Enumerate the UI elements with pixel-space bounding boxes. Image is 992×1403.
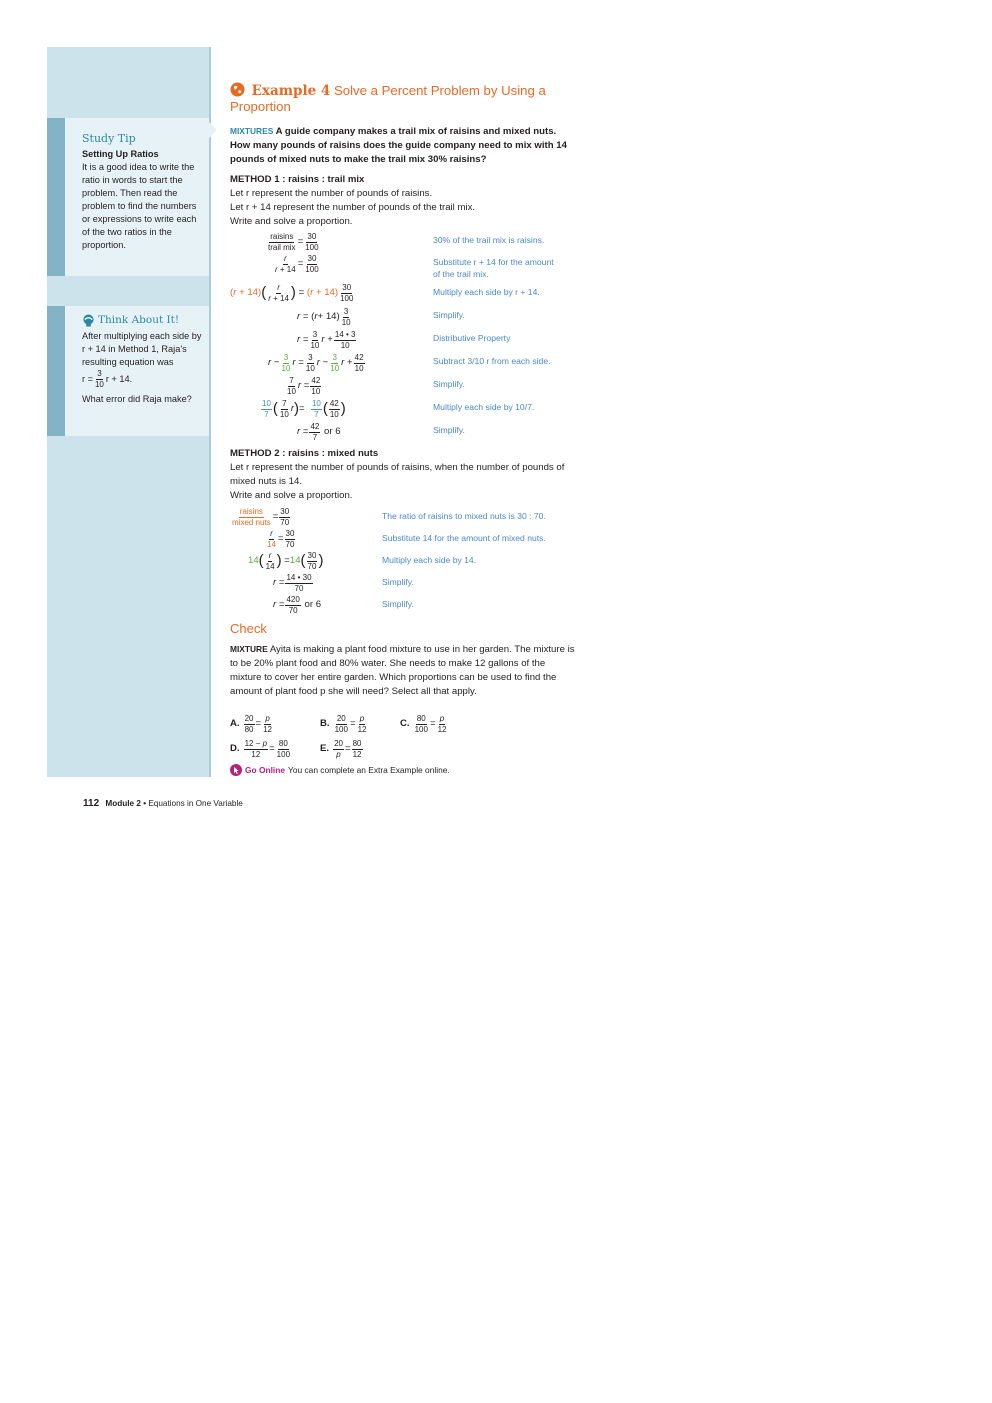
m2-eq-2: $\frac{r}{14}$ = $\frac{30}{70}$ [267, 529, 295, 549]
example-problem-text: A guide company makes a trail mix of raisins and mixed nuts. How many pounds of raisins does the guide company need to mix with 14 pounds of mixed nuts to make the trail mix 30% raisins? [230, 126, 567, 165]
page-number: 112 [83, 798, 100, 809]
choice-d-label: D. [230, 743, 240, 754]
check-problem [230, 642, 575, 699]
m2-note-1: The ratio of raisins to mixed nuts is 30 : 70. [382, 511, 546, 521]
chapter-title: Equations in One Variable [148, 799, 243, 808]
think-text: After multiplying each side by r + 14 in Method 1, Raja's resulting equation was [82, 331, 202, 367]
think-eq-lhs: r = [82, 374, 93, 384]
m1-note-5: Distributive Property [433, 333, 511, 343]
method1-line-3: Write and solve a proportion. [230, 216, 353, 227]
go-online-text: You can complete an Extra Example online. [288, 765, 450, 775]
m1-eq-4: r = ( r + 14) $\frac{3}{10}$ [297, 307, 351, 327]
method1-line-1: Let r represent the number of pounds of raisins. [230, 188, 433, 199]
m1-eq-1: $\frac{\text{raisins}}{\text{trail mix}}$ = $\frac{30}{100}$ [268, 232, 319, 252]
m1-note-8: Multiply each side by 10/7. [433, 402, 535, 412]
method2-line-2: Write and solve a proportion. [230, 490, 353, 501]
m2-note-3: Multiply each side by 14. [382, 555, 477, 565]
method2-line-1: Let r represent the number of pounds of raisins, when the number of pounds of mixed nuts is 14. [230, 462, 565, 487]
example-keyword: MIXTURES [230, 126, 274, 136]
m1-note-1: 30% of the trail mix is raisins. [433, 235, 545, 245]
m2-note-2: Substitute 14 for the amount of mixed nuts. [382, 533, 546, 543]
m2-eq-4: r = $\frac{14 • 30}{70}$ [273, 573, 312, 593]
study-tip-subtitle: Setting Up Ratios [82, 149, 159, 159]
think-bar [47, 306, 65, 436]
choice-a-label: A. [230, 718, 240, 729]
m1-note-6: Subtract 3/10 r from each side. [433, 356, 551, 366]
m1-eq-7: $\frac{7}{10}$ r = $\frac{42}{10}$ [287, 376, 321, 396]
page-footer [83, 798, 243, 809]
m2-eq-5: r = $\frac{420}{70}$ or 6 [273, 595, 322, 615]
m1-eq-5: r = $\frac{3}{10}$ r + $\frac{14 • 3}{10}$ [297, 330, 356, 350]
method1-line-2: Let r + 14 represent the number of pounds of the trail mix. [230, 202, 476, 213]
choice-e-label: E. [320, 743, 330, 754]
check-heading: Check [230, 621, 267, 636]
choice-e[interactable]: E. $\frac{20}{p}$ = $\frac{80}{12}$ [320, 739, 362, 759]
method2-heading: METHOD 2 : raisins : mixed nuts [230, 448, 379, 459]
m2-note-4: Simplify. [382, 577, 414, 587]
study-tip-box [47, 118, 209, 276]
footer-separator: • [143, 799, 147, 808]
m1-note-7: Simplify. [433, 379, 465, 389]
m1-note-2: Substitute r + 14 for the amount of the trail mix. [433, 257, 554, 279]
choice-a[interactable]: A. $\frac{20}{80}$ = $\frac{p}{12}$ [230, 714, 273, 734]
m1-note-9: Simplify. [433, 425, 465, 435]
example-label: Example 4 [251, 83, 331, 99]
study-tip-body: It is a good idea to write the ratio in words to start the problem. Then read the problem to find the numbers or expressions to write each of the two ratios in the proportion. [82, 162, 197, 250]
example-problem [230, 124, 570, 167]
think-eq-frac [94, 369, 105, 389]
example-heading: Solve a Percent Problem by Using a Proportion [230, 83, 546, 114]
m1-eq-2: $\frac{r}{r + 14}$ = $\frac{30}{100}$ [275, 254, 319, 274]
choice-c-label: C. [400, 718, 410, 729]
choice-b[interactable]: B. $\frac{20}{100}$ = $\frac{p}{12}$ [320, 714, 367, 734]
choice-c[interactable]: C. $\frac{80}{100}$ = $\frac{p}{12}$ [400, 714, 447, 734]
go-online[interactable] [230, 764, 450, 776]
m2-eq-1: $\frac{\text{raisins}}{\text{mixed nuts}}$ = $\frac{30}{70}$ [232, 507, 290, 527]
m1-eq-6: r − $\frac{3}{10}$ r = $\frac{3}{10}$ r − $\frac{3}{10}$ r + $\frac{42}{10}$ [268, 353, 364, 373]
frac-den: 10 [94, 379, 104, 389]
example-title [230, 82, 575, 115]
m1-note-3: Multiply each side by r + 14. [433, 287, 540, 297]
m1-eq-8: $\frac{10}{7}$ ( $\frac{7}{10}$ r ) = $\frac{10}{7}$ ( $\frac{42}{10}$ ) [262, 399, 346, 419]
study-tip-bar [47, 118, 65, 276]
study-tip-arrow [209, 122, 217, 138]
module-label: Module 2 [105, 799, 141, 808]
think-title: Think About It! [98, 314, 180, 326]
m2-note-5: Simplify. [382, 599, 414, 609]
m1-eq-9: r = $\frac{42}{7}$ or 6 [297, 422, 341, 442]
m2-eq-3: 14 ( $\frac{r}{14}$ ) = 14 ( $\frac{30}{70}$ ) [248, 551, 324, 571]
choice-b-label: B. [320, 718, 330, 729]
method1-heading: METHOD 1 : raisins : trail mix [230, 174, 365, 185]
m1-note-4: Simplify. [433, 310, 465, 320]
m1-eq-3: (r + 14) ( $\frac{r}{r + 14}$ ) = (r + 14) $\frac{30}{100}$ [230, 283, 354, 303]
frac-num: 3 [97, 369, 102, 378]
margin-divider [209, 47, 211, 777]
think-eq-rhs: r + 14. [105, 374, 133, 384]
cursor-icon [230, 764, 242, 776]
think-question: What error did Raja make? [82, 394, 192, 404]
main-content [230, 82, 575, 775]
lightbulb-head-icon [82, 314, 95, 327]
go-online-label[interactable]: Go Online [245, 765, 286, 775]
choice-d[interactable]: D. $\frac{12 - p}{12}$ = $\frac{80}{100}$ [230, 739, 291, 759]
check-keyword: MIXTURE [230, 644, 268, 654]
globe-icon [230, 82, 245, 97]
think-equation [82, 369, 202, 389]
think-about-it-box [47, 306, 209, 436]
study-tip-title: Study Tip [82, 132, 136, 145]
check-problem-text: Ayita is making a plant food mixture to use in her garden. The mixture is to be 20% plant food and 80% water. She needs to make 12 gallons of the mixture to cover her entire garden. Which proportions can be used to find the amount of plant food p she will need? Select all that apply. [230, 644, 575, 697]
